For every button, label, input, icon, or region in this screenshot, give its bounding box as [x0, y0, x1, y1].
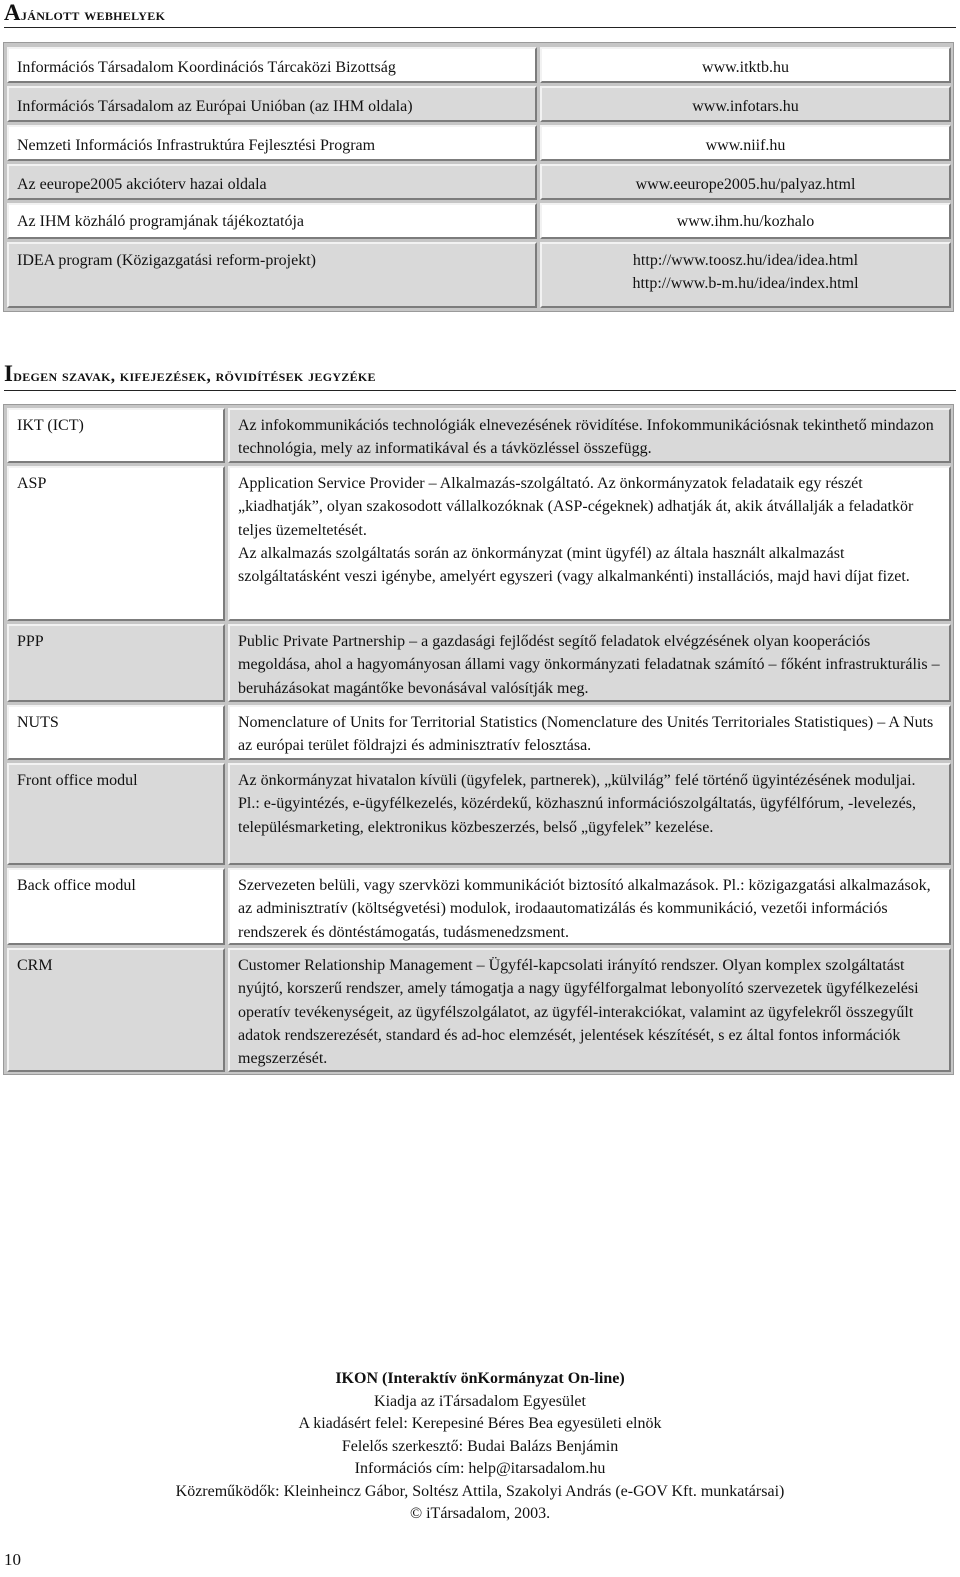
glossary-term-cell — [7, 408, 225, 463]
site-url-link[interactable]: www.niif.hu — [705, 137, 786, 154]
colophon-contributors: Közreműködők: Kleinheincz Gábor, Soltész Attila, Szakolyi András (e-GOV Kft. munkatársai) — [175, 1482, 785, 1500]
glossary-term-cell — [7, 868, 225, 945]
colophon-contact: Információs cím: help@itarsadalom.hu — [354, 1460, 606, 1477]
site-url-link[interactable]: http://www.toosz.hu/idea/idea.html — [632, 252, 859, 269]
colophon-copyright: © iTársadalom, 2003. — [409, 1505, 551, 1522]
glossary-definition: Application Service Provider – Alkalmazás-szolgáltató. Az önkormányzatok feladataik egy részét „kiadhatják”, olyan szakosodott vállalkozóknak (ASP-cégeknek) adhatják át, akik átvállalják a feladatkör teljes üzemeltetését. — [238, 475, 914, 539]
heading-rest: jánlott webhelyek — [20, 5, 166, 24]
glossary-term: PPP — [17, 633, 44, 650]
glossary-definition-cell — [228, 763, 951, 865]
site-url-link[interactable]: www.infotars.hu — [692, 98, 799, 115]
glossary-definition: Szervezeten belüli, vagy szervközi kommunikációt biztosító alkalmazások. Pl.: közigazgatási alkalmazások, az adminisztratív (költségvetési) modulok, irodaautomatizálás és kommunikáció, vezetői információs rendszerek és döntéstámogatás, tudásmenedzsment. — [238, 877, 931, 941]
glossary-definition-cell — [228, 868, 951, 945]
glossary-term: IKT (ICT) — [17, 417, 84, 434]
glossary-term: Front office modul — [17, 772, 138, 789]
site-name-cell — [7, 164, 537, 200]
heading-initial: I — [4, 361, 14, 386]
glossary-term-cell — [7, 624, 225, 702]
site-name-cell — [7, 203, 537, 239]
glossary-definition: Customer Relationship Management – Ügyfél-kapcsolati irányító rendszer. Olyan komplex szolgáltatást nyújtó, korszerű rendszer, amely támogatja a nagy ügyfélforgalmat lebonyolító szervezetek ügyfélkezelési operatív tevékenységeit, az ügyfélszolgálatot, az ügyfél-interakciókat, valamint az ügyfelekről összegyűlt adatok rendszerezését, standard és ad-hoc elemzését, jelentések készítését, s ez által fontos információk megszerzését. — [238, 957, 919, 1068]
colophon-editor: Felelős szerkesztő: Budai Balázs Benjámin — [341, 1437, 619, 1455]
site-name-cell — [7, 86, 537, 122]
colophon-responsible: A kiadásért felel: Kerepesiné Béres Bea egyesületi elnök — [298, 1415, 662, 1432]
glossary-definition: Az önkormányzat hivatalon kívüli (ügyfelek, partnerek), „külvilág” felé történő ügyintézésének moduljai. Pl.: e-ügyintézés, e-ügyfélkezelés, közérdekű, közhasznú információszolgáltatás, ügyfélfórum, -levelezés, településmarketing, elektronikus közbeszerzés, belső „ügyfelek” kezelése. — [238, 772, 916, 836]
site-url-cell — [540, 242, 951, 308]
colophon-publisher: Kiadja az iTársadalom Egyesület — [374, 1392, 586, 1410]
site-name-cell — [7, 47, 537, 83]
site-name: Információs Társadalom az Európai Unióban (az IHM oldala) — [17, 98, 413, 115]
glossary-term-cell — [7, 466, 225, 621]
site-url-link[interactable]: www.itktb.hu — [702, 59, 789, 76]
recommended-sites-table — [3, 42, 954, 312]
glossary-term: Back office modul — [17, 877, 136, 894]
glossary-term: CRM — [17, 957, 53, 974]
page-number: 10 — [4, 1550, 21, 1569]
site-url-cell — [540, 86, 951, 122]
glossary-term: ASP — [17, 475, 47, 492]
glossary-definition-cell — [228, 408, 951, 463]
site-url-link[interactable]: http://www.b-m.hu/idea/index.html — [632, 275, 859, 292]
site-name: Nemzeti Információs Infrastruktúra Fejlesztési Program — [17, 137, 376, 154]
glossary-term-cell — [7, 763, 225, 865]
site-name: IDEA program (Közigazgatási reform-projekt) — [17, 252, 316, 269]
site-url-cell — [540, 125, 951, 161]
site-url-cell — [540, 164, 951, 200]
site-url-cell — [540, 203, 951, 239]
glossary-term-cell — [7, 705, 225, 760]
glossary-table — [3, 404, 954, 1075]
heading-rule — [4, 27, 956, 28]
recommended-sites-heading — [4, 0, 165, 26]
glossary-term: NUTS — [17, 714, 59, 731]
glossary-definition-cell — [228, 624, 951, 702]
glossary-heading — [4, 361, 376, 387]
glossary-definition-cell — [228, 948, 951, 1072]
heading-rule — [4, 390, 956, 391]
site-url-cell — [540, 47, 951, 83]
site-name: Az IHM közháló programjának tájékoztatója — [17, 213, 304, 230]
glossary-definition-cell — [228, 705, 951, 760]
glossary-term-cell — [7, 948, 225, 1072]
site-name-cell — [7, 242, 537, 308]
site-name: Információs Társadalom Koordinációs Tárcaközi Bizottság — [17, 59, 396, 76]
colophon — [0, 1368, 960, 1526]
site-name-cell — [7, 125, 537, 161]
glossary-definition: Nomenclature of Units for Territorial Statistics (Nomenclature des Unités Territoriales Statistiques) – A Nuts az európai terület földrajzi és adminisztratív felosztása. — [238, 714, 934, 755]
colophon-title: IKON (Interaktív önKormányzat On-line) — [335, 1370, 625, 1387]
site-url-link[interactable]: www.eeurope2005.hu/palyaz.html — [635, 176, 856, 193]
heading-initial: A — [4, 0, 21, 25]
glossary-definition: Az infokommunikációs technológiák elnevezésének rövidítése. Infokommunikációsnak tekinthető mindazon technológia, mely az informatikával és a távközléssel összefügg. — [238, 417, 934, 458]
site-name: Az eeurope2005 akcióterv hazai oldala — [17, 176, 267, 193]
glossary-definition: Public Private Partnership – a gazdasági fejlődést segítő feladatok elvégzésének olyan kooperációs megoldása, ahol a hagyományosan állami vagy önkormányzati feladatnak számító – főként infrastrukturális – beruházásokat magántőke bevonásával valósítják meg. — [238, 633, 940, 697]
glossary-definition-continued: Az alkalmazás szolgáltatás során az önkormányzat (mint ügyfél) az általa használt alkalmazást szolgáltatásként veszi igénybe, amelyért egyszeri (vagy alkalmankénti) installációs, majd havi díjat fizet. — [238, 544, 910, 586]
heading-rest: degen szavak, kifejezések, rövidítések jegyzéke — [13, 366, 376, 385]
site-url-link[interactable]: www.ihm.hu/kozhalo — [676, 213, 815, 230]
glossary-definition-cell — [228, 466, 951, 621]
